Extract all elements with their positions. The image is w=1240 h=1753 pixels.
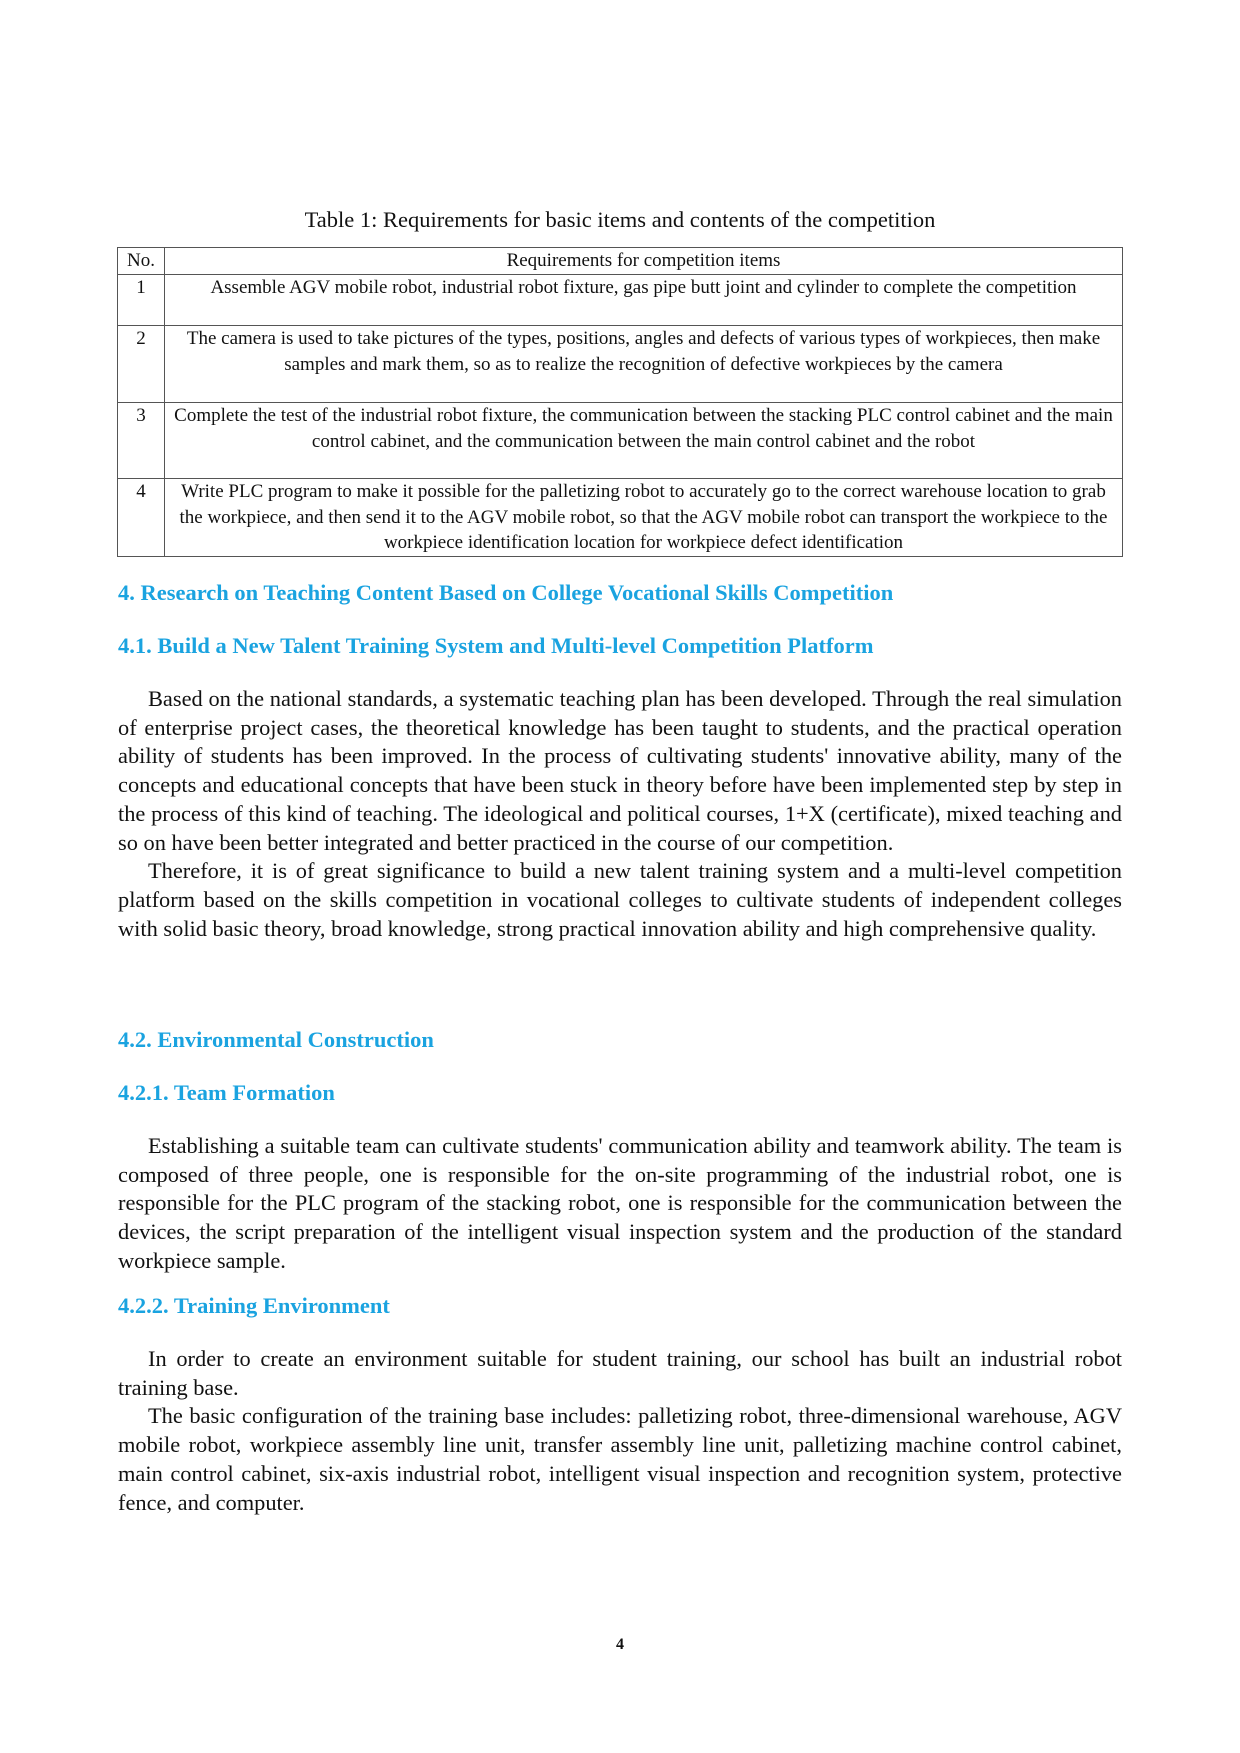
paragraph: The basic configuration of the training base includes: palletizing robot, three-dimensional warehouse, AGV mobile robot, workpiece assembly line unit, transfer assembly line unit, palletizing machine control cabinet, main control cabinet, six-axis industrial robot, intelligent visual inspection and recognition system, protective fence, and computer. [118, 1403, 1122, 1515]
header-no: No. [118, 248, 165, 275]
section-heading-4: 4. Research on Teaching Content Based on College Vocational Skills Competition [118, 580, 894, 605]
paragraph: Based on the national standards, a systematic teaching plan has been developed. Through the real simulation of enterprise project cases, the theoretical knowledge has been taught to students, and the practical operation ability of students has been improved. In the process of cultivating students' innovative ability, many of the concepts and educational concepts that have been stuck in theory before have been implemented step by step in the process of this kind of teaching. The ideological and political courses, 1+X (certificate), mixed teaching and so on have been better integrated and better practiced in the course of our competition. [118, 686, 1122, 855]
row-requirement: The camera is used to take pictures of the types, positions, angles and defects of various types of workpieces, then make samples and mark them, so as to realize the recognition of defective workpieces by the camera [165, 326, 1123, 403]
section-heading-4-2: 4.2. Environmental Construction [118, 1027, 434, 1052]
table-header-row [118, 248, 1123, 275]
requirements-table [117, 247, 1123, 557]
table-row [118, 275, 1123, 326]
paragraph: Establishing a suitable team can cultivate students' communication ability and teamwork ability. The team is composed of three people, one is responsible for the on-site programming of the industrial robot, one is responsible for the PLC program of the stacking robot, one is responsible for the communication between the devices, the script preparation of the intelligent visual inspection system and the production of the standard workpiece sample. [118, 1133, 1122, 1273]
page-number: 4 [616, 1636, 624, 1653]
row-requirement: Assemble AGV mobile robot, industrial robot fixture, gas pipe butt joint and cylinder to complete the competition [165, 275, 1123, 326]
section-heading-4-2-2: 4.2.2. Training Environment [118, 1293, 390, 1318]
section-4-1-body [118, 685, 1122, 943]
table-row [118, 403, 1123, 479]
section-4-2-2-body [118, 1345, 1122, 1517]
table-row [118, 479, 1123, 557]
row-requirement: Write PLC program to make it possible for the palletizing robot to accurately go to the correct warehouse location to grab the workpiece, and then send it to the AGV mobile robot, so that the AGV mobile robot can transport the workpiece to the workpiece identification location for workpiece defect identification [165, 479, 1123, 557]
table-row [118, 326, 1123, 403]
row-requirement: Complete the test of the industrial robot fixture, the communication between the stacking PLC control cabinet and the main control cabinet, and the communication between the main control cabinet and the robot [165, 403, 1123, 479]
row-number: 1 [118, 275, 165, 326]
paragraph: Therefore, it is of great significance to build a new talent training system and a multi-level competition platform based on the skills competition in vocational colleges to cultivate students of independent colleges with solid basic theory, broad knowledge, strong practical innovation ability and high comprehensive quality. [118, 858, 1122, 941]
row-number: 4 [118, 479, 165, 557]
row-number: 3 [118, 403, 165, 479]
header-requirements: Requirements for competition items [165, 248, 1123, 275]
section-heading-4-1: 4.1. Build a New Talent Training System and Multi-level Competition Platform [118, 633, 874, 658]
row-number: 2 [118, 326, 165, 403]
section-heading-4-2-1: 4.2.1. Team Formation [118, 1080, 335, 1105]
table-caption: Table 1: Requirements for basic items and contents of the competition [304, 207, 936, 232]
section-4-2-1-body [118, 1132, 1122, 1276]
paragraph: In order to create an environment suitable for student training, our school has built an industrial robot training base. [118, 1346, 1122, 1400]
